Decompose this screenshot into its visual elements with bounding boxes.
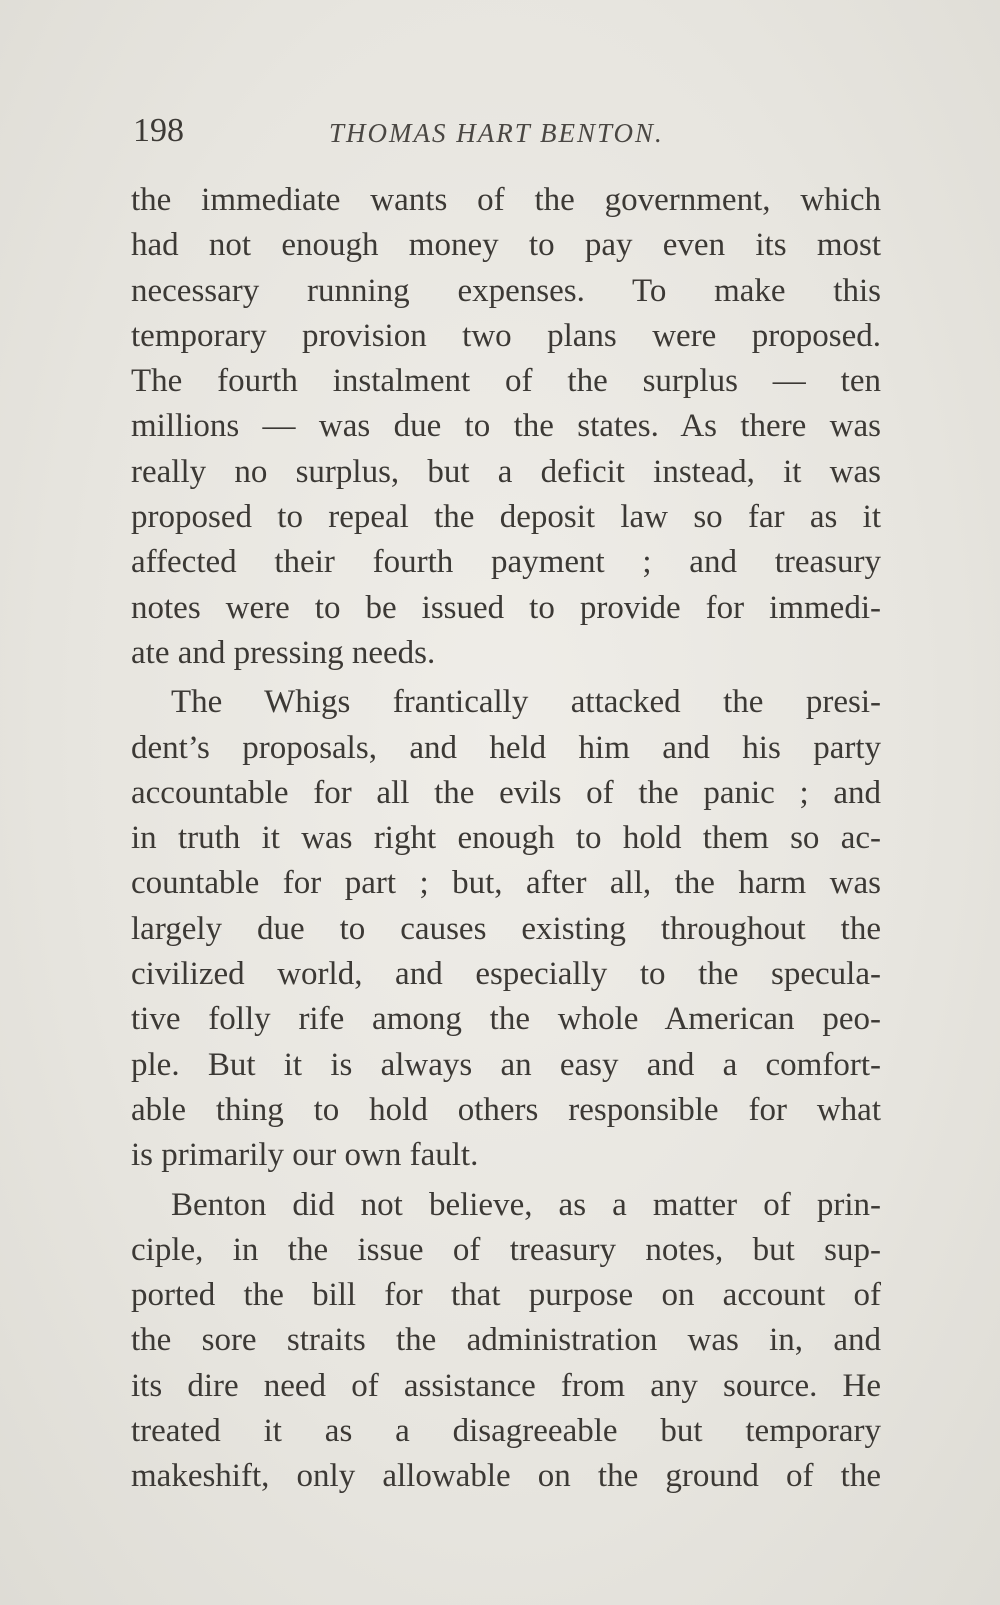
text-line: is primarily our own fault. bbox=[131, 1137, 479, 1174]
body-text bbox=[131, 178, 881, 1500]
text-line: proposed to repeal the deposit law so far as it bbox=[131, 499, 881, 536]
text-line: the sore straits the administration was in, and bbox=[131, 1322, 881, 1359]
page-header bbox=[133, 112, 893, 162]
text-line: necessary running expenses. To make this bbox=[131, 272, 881, 309]
text-line: tive folly rife among the whole American peo- bbox=[131, 1001, 881, 1038]
text-line: civilized world, and especially to the specula- bbox=[131, 956, 881, 993]
page-number: 198 bbox=[133, 112, 184, 149]
text-line: ported the bill for that purpose on account of bbox=[131, 1277, 881, 1314]
text-line: temporary provision two plans were proposed. bbox=[131, 317, 881, 354]
text-line: ple. But it is always an easy and a comfort- bbox=[131, 1046, 881, 1083]
text-line: the immediate wants of the government, which bbox=[131, 182, 881, 218]
text-line: accountable for all the evils of the panic ; and bbox=[131, 774, 881, 811]
text-line: treated it as a disagreeable but temporary bbox=[131, 1413, 881, 1450]
text-line: affected their fourth payment ; and treasury bbox=[131, 544, 881, 581]
text-line: The Whigs frantically attacked the presi- bbox=[171, 684, 881, 721]
text-line: ciple, in the issue of treasury notes, but sup- bbox=[131, 1231, 881, 1268]
paragraph-3 bbox=[131, 1183, 881, 1500]
text-line: makeshift, only allowable on the ground of the bbox=[131, 1458, 881, 1495]
text-line: notes were to be issued to provide for immedi- bbox=[131, 589, 881, 626]
text-line: millions — was due to the states. As there was bbox=[131, 408, 881, 445]
text-line: really no surplus, but a deficit instead, it was bbox=[131, 453, 881, 490]
text-line: The fourth instalment of the surplus — ten bbox=[131, 363, 881, 400]
text-line: its dire need of assistance from any source. He bbox=[131, 1367, 881, 1404]
text-line: largely due to causes existing throughout the bbox=[131, 910, 881, 947]
text-line: had not enough money to pay even its most bbox=[131, 227, 881, 264]
text-line: in truth it was right enough to hold them so ac- bbox=[131, 820, 881, 857]
text-line: ate and pressing needs. bbox=[131, 634, 436, 671]
running-title: THOMAS HART BENTON. bbox=[329, 118, 664, 148]
text-line: dent’s proposals, and held him and his party bbox=[131, 729, 881, 766]
text-line: able thing to hold others responsible for what bbox=[131, 1091, 881, 1128]
paragraph-2 bbox=[131, 680, 881, 1178]
paragraph-1 bbox=[131, 178, 881, 676]
text-line: countable for part ; but, after all, the harm was bbox=[131, 865, 881, 902]
text-line: Benton did not believe, as a matter of prin- bbox=[171, 1186, 881, 1223]
